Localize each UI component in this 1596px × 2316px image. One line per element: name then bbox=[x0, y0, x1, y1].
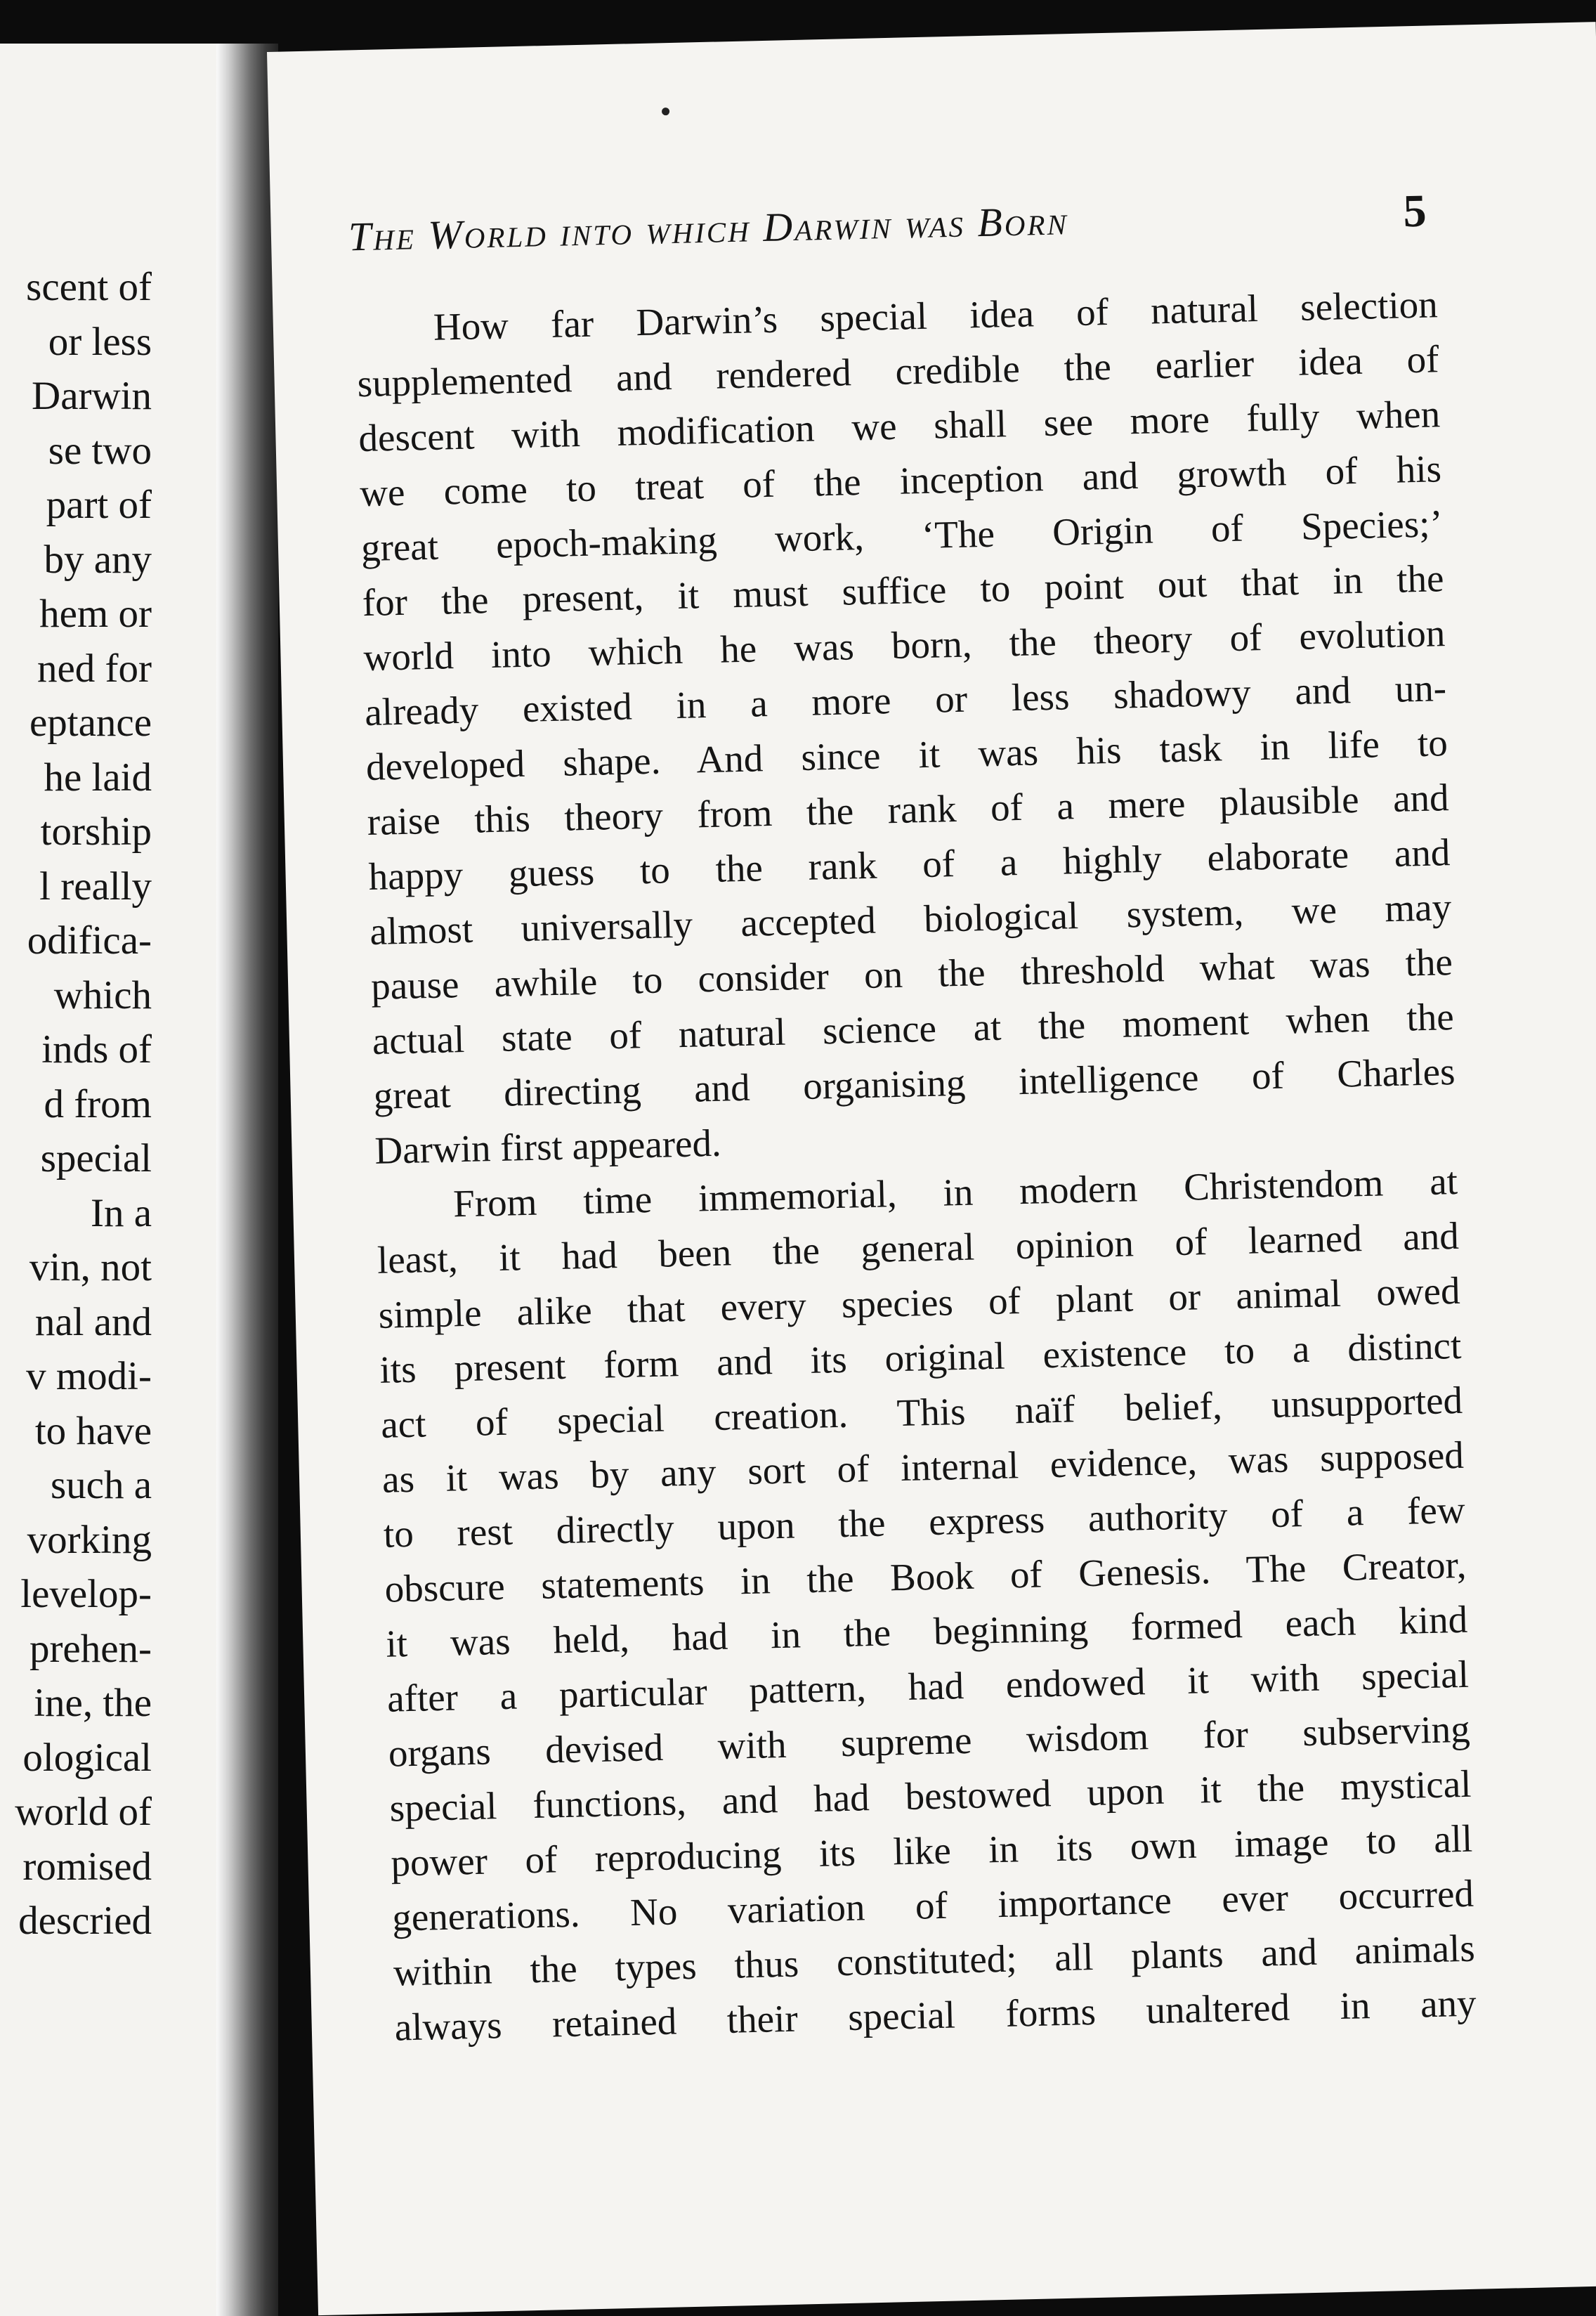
body-line: it was held, had in the beginning formed each kind bbox=[385, 1597, 1468, 1665]
left-page-line: ned for bbox=[37, 646, 152, 691]
left-page-line: romised bbox=[22, 1844, 152, 1889]
left-page-line: v modi- bbox=[26, 1354, 152, 1398]
body-line: within the types thus constituted; all plants and animals bbox=[393, 1926, 1476, 1994]
left-page-line: nal and bbox=[34, 1299, 152, 1344]
running-header: The World into which Darwin was Born bbox=[348, 197, 1069, 260]
body-line: always retained their special forms unaltered in any bbox=[394, 1981, 1477, 2049]
body-line: to rest directly upon the express authority of a few bbox=[383, 1488, 1466, 1556]
body-line: power of reproducing its like in its own image to all bbox=[390, 1816, 1473, 1885]
body-line: raise this theory from the rank of a mere plausible and bbox=[367, 776, 1450, 844]
page-speck bbox=[662, 108, 669, 115]
right-page bbox=[267, 22, 1596, 2315]
left-page-line: levelop- bbox=[20, 1572, 152, 1616]
body-line: organs devised with supreme wisdom for subserving bbox=[388, 1707, 1471, 1775]
left-page-line: hem or bbox=[39, 592, 152, 636]
body-line: we come to treat of the inception and growth of his bbox=[359, 447, 1442, 515]
body-line: great epoch-making work, ‘The Origin of Species;’ bbox=[360, 502, 1444, 570]
body-line: world into which he was born, the theory of evolution bbox=[362, 611, 1446, 679]
body-line: supplemented and rendered credible the earlier idea of bbox=[357, 337, 1440, 405]
left-page-line: part of bbox=[46, 483, 152, 527]
left-page bbox=[0, 44, 216, 2316]
left-page-line: prehen- bbox=[29, 1626, 152, 1671]
left-page-line: by any bbox=[44, 537, 152, 582]
body-line: least, it had been the general opinion of learned and bbox=[377, 1214, 1460, 1282]
body-line: great directing and organising intelligence of Charles bbox=[373, 1050, 1456, 1117]
body-line: already existed in a more or less shadowy and un- bbox=[364, 666, 1447, 734]
left-page-line: se two bbox=[48, 428, 152, 473]
body-line: almost universally accepted biological system, we may bbox=[369, 885, 1452, 953]
left-page-line: torship bbox=[40, 809, 152, 854]
left-page-line: vorking bbox=[27, 1517, 152, 1562]
left-page-line: Darwin bbox=[32, 374, 152, 418]
left-page-line: to have bbox=[34, 1408, 152, 1453]
body-line: obscure statements in the Book of Genesis. The Creator, bbox=[384, 1542, 1467, 1611]
body-line: after a particular pattern, had endowed it with special bbox=[386, 1652, 1470, 1720]
body-line: its present form and its original existence to a distinct bbox=[379, 1323, 1462, 1391]
page-number: 5 bbox=[1402, 185, 1427, 238]
left-page-line: vin, not bbox=[29, 1245, 152, 1289]
left-page-line: descried bbox=[18, 1899, 152, 1943]
body-line: simple alike that every species of plant or animal owed bbox=[378, 1268, 1461, 1336]
body-line: Darwin first appeared. bbox=[374, 1121, 722, 1172]
left-page-line: d from bbox=[44, 1081, 152, 1126]
left-page-line: inds of bbox=[41, 1027, 152, 1072]
left-page-line: In a bbox=[90, 1190, 152, 1235]
body-line: From time immemorial, in modern Christendom at bbox=[452, 1159, 1458, 1225]
left-page-line: eptance bbox=[29, 701, 152, 745]
body-line: happy guess to the rank of a highly elaborate and bbox=[367, 831, 1451, 899]
left-page-line: he laid bbox=[44, 755, 152, 800]
body-line: special functions, and had bestowed upon it the mystical bbox=[389, 1762, 1472, 1830]
body-line: for the present, it must suffice to point out that in the bbox=[362, 557, 1445, 625]
body-line: act of special creation. This naïf belief, unsupported bbox=[380, 1378, 1463, 1446]
body-line: generations. No variation of importance ever occurred bbox=[391, 1871, 1474, 1939]
left-page-line: ine, the bbox=[34, 1681, 152, 1725]
body-line: descent with modification we shall see more fully when bbox=[358, 392, 1441, 460]
left-page-line: or less bbox=[48, 319, 152, 364]
left-page-line: odifica- bbox=[27, 918, 152, 963]
left-page-line: l really bbox=[39, 864, 152, 909]
body-line: pause awhile to consider on the threshold what was the bbox=[370, 940, 1453, 1008]
left-page-line: ological bbox=[22, 1735, 152, 1780]
body-line: How far Darwin’s special idea of natural selection bbox=[433, 282, 1439, 349]
body-line: as it was by any sort of internal evidence, was supposed bbox=[381, 1433, 1465, 1501]
left-page-line: such a bbox=[50, 1463, 152, 1507]
left-page-line: scent of bbox=[26, 265, 152, 309]
left-page-line: special bbox=[40, 1136, 152, 1180]
book-gutter bbox=[216, 44, 278, 2316]
body-line: actual state of natural science at the moment when the bbox=[372, 995, 1455, 1062]
body-line: developed shape. And since it was his task in life to bbox=[365, 721, 1448, 789]
left-page-line: which bbox=[53, 972, 152, 1017]
left-page-line: world of bbox=[15, 1790, 152, 1834]
